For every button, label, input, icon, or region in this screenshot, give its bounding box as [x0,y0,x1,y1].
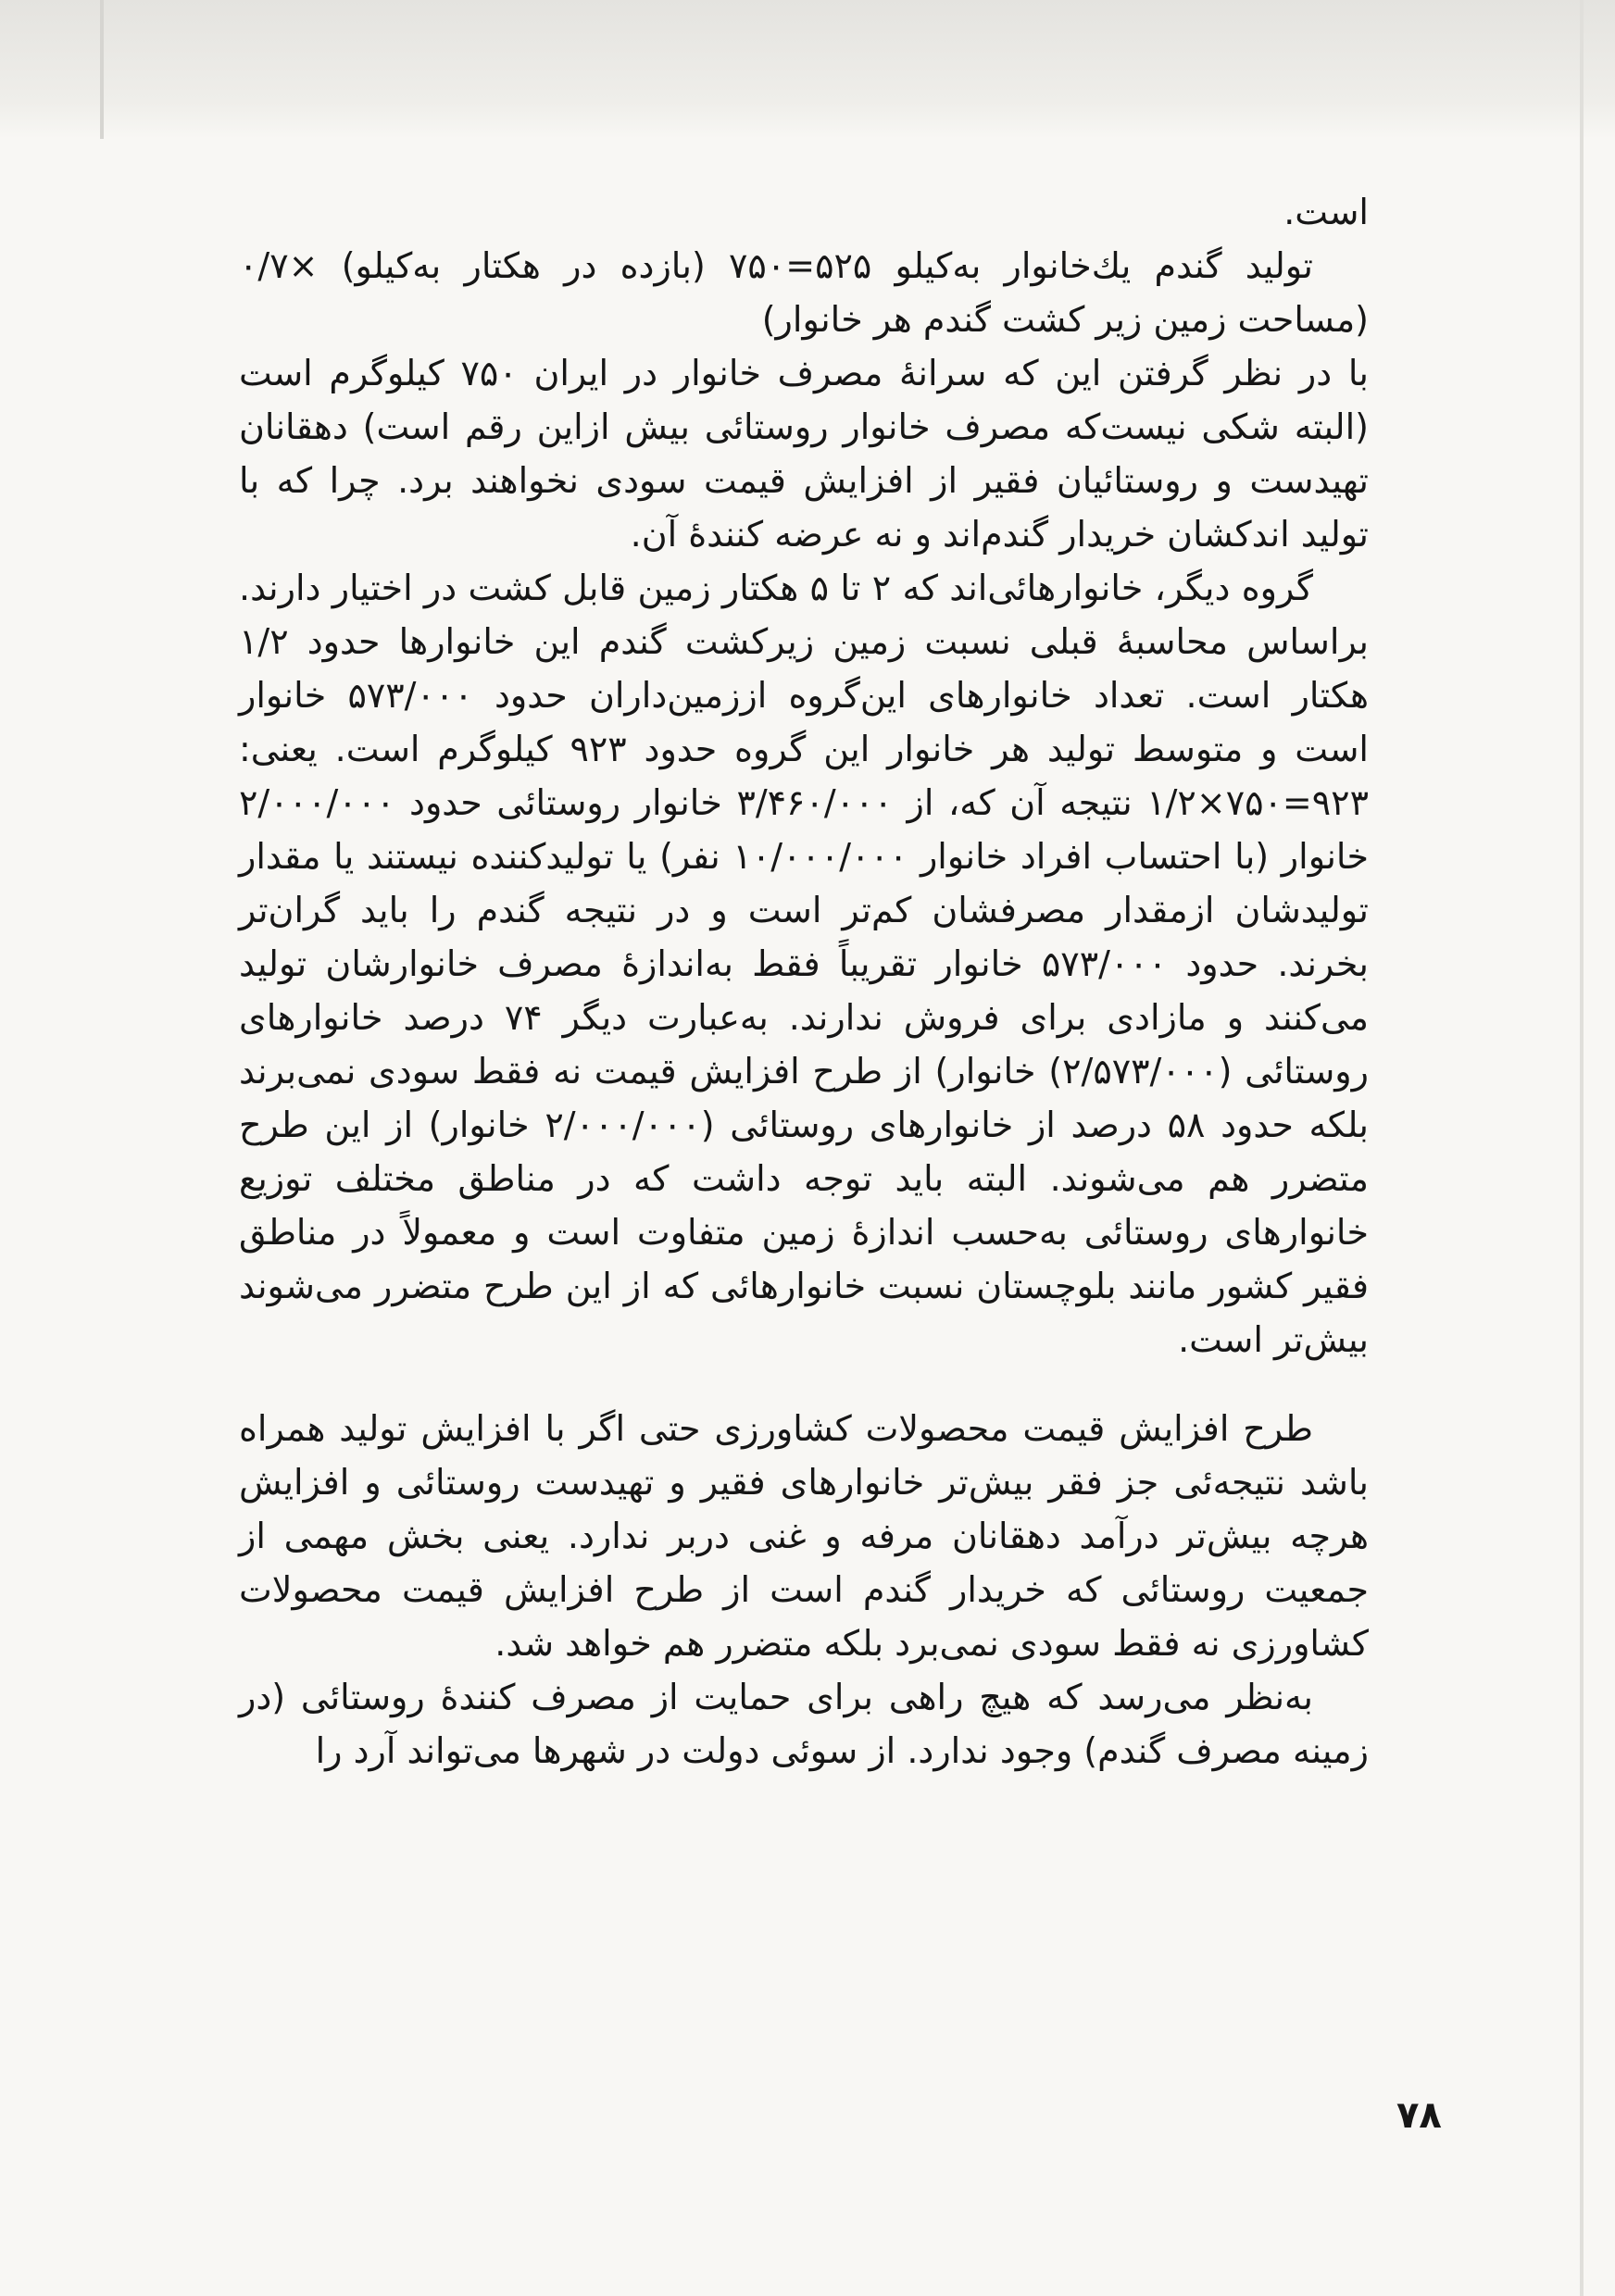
paragraph-2: تولید گندم یك‌خانوار به‌كیلو ۵۲۵=۷۵۰ (بازده در هكتار به‌كیلو) ×۰/۷ (مساحت زمین زیر كشت گندم هر خانوار) [239,245,1369,340]
page-binding-edge [100,0,104,139]
paragraph-1: است. [1283,192,1369,232]
body-text [239,185,1369,1778]
paragraph-5: طرح افزایش قیمت محصولات كشاورزی حتی اگر با افزایش تولید همراه باشد نتیجه‌ئی جز فقر بیش‌تر خانوارهای فقیر و تهیدست روستائی و افزایش هرچه بیش‌تر درآمد دهقانان مرفه و غنی دربر ندارد. یعنی بخش مهمی از جمعیت روستائی كه خریدار گندم است از طرح افزایش قیمت محصولات كشاورزی نه فقط سودی نمی‌برد بلكه متضرر هم خواهد شد. [239,1408,1369,1664]
paragraph-3: با در نظر گرفتن این كه سرانهٔ مصرف خانوار در ایران ۷۵۰ كیلوگرم است (البته شكی نیست‌كه مصرف خانوار روستائی بیش ازاین رقم است) دهقانان تهیدست و روستائیان فقیر از افزایش قیمت سودی نخواهند برد. چرا كه با تولید اندكشان خریدار گندم‌اند و نه عرضه كنندهٔ آن. [239,353,1369,555]
paragraph-4: گروه دیگر، خانوارهائی‌اند كه ۲ تا ۵ هكتار زمین قابل كشت در اختیار دارند. براساس محاسبهٔ قبلی نسبت زمین زیركشت گندم این خانوارها حدود ۱/۲ هكتار است. تعداد خانوارهای این‌گروه اززمین‌داران حدود ۵۷۳/۰۰۰ خانوار است و متوسط تولید هر خانوار این گروه حدود ۹۲۳ كیلوگرم است. یعنی: ۹۲۳=۷۵۰×۱/۲ نتیجه آن كه، از ۳/۴۶۰/۰۰۰ خانوار روستائی حدود ۲/۰۰۰/۰۰۰ خانوار (با احتساب افراد خانوار ۱۰/۰۰۰/۰۰۰ نفر) یا تولیدكننده نیستند یا مقدار تولیدشان ازمقدار مصرفشان كم‌تر است و در نتیجه گندم را باید گران‌تر بخرند. حدود ۵۷۳/۰۰۰ خانوار تقریباً فقط به‌اندازهٔ مصرف خانوارشان تولید می‌كنند و مازادی برای فروش ندارند. به‌عبارت دیگر ۷۴ درصد خانوارهای روستائی (۲/۵۷۳/۰۰۰) خانوار) از طرح افزایش قیمت نه فقط سودی نمی‌برند بلكه حدود ۵۸ درصد از خانوارهای روستائی (۲/۰۰۰/۰۰۰ خانوار) از این طرح متضرر هم می‌شوند. البته باید توجه داشت كه در مناطق مختلف توزیع خانوارهای روستائی به‌حسب اندازهٔ زمین متفاوت است و معمولاً در مناطق فقیر كشور مانند بلوچستان نسبت خانوارهائی كه از این طرح متضرر می‌شوند بیش‌تر است. [239,568,1370,1360]
page-top-edge [0,0,1615,139]
page-right-edge [1580,0,1584,2296]
paragraph-6: به‌نظر می‌رسد كه هیچ راهی برای حمایت از مصرف كنندهٔ روستائی (در زمینه مصرف گندم) وجود ندارد. از سوئی دولت در شهرها می‌تواند آرد را [239,1677,1369,1771]
page-number: ۷۸ [1396,2094,1442,2137]
